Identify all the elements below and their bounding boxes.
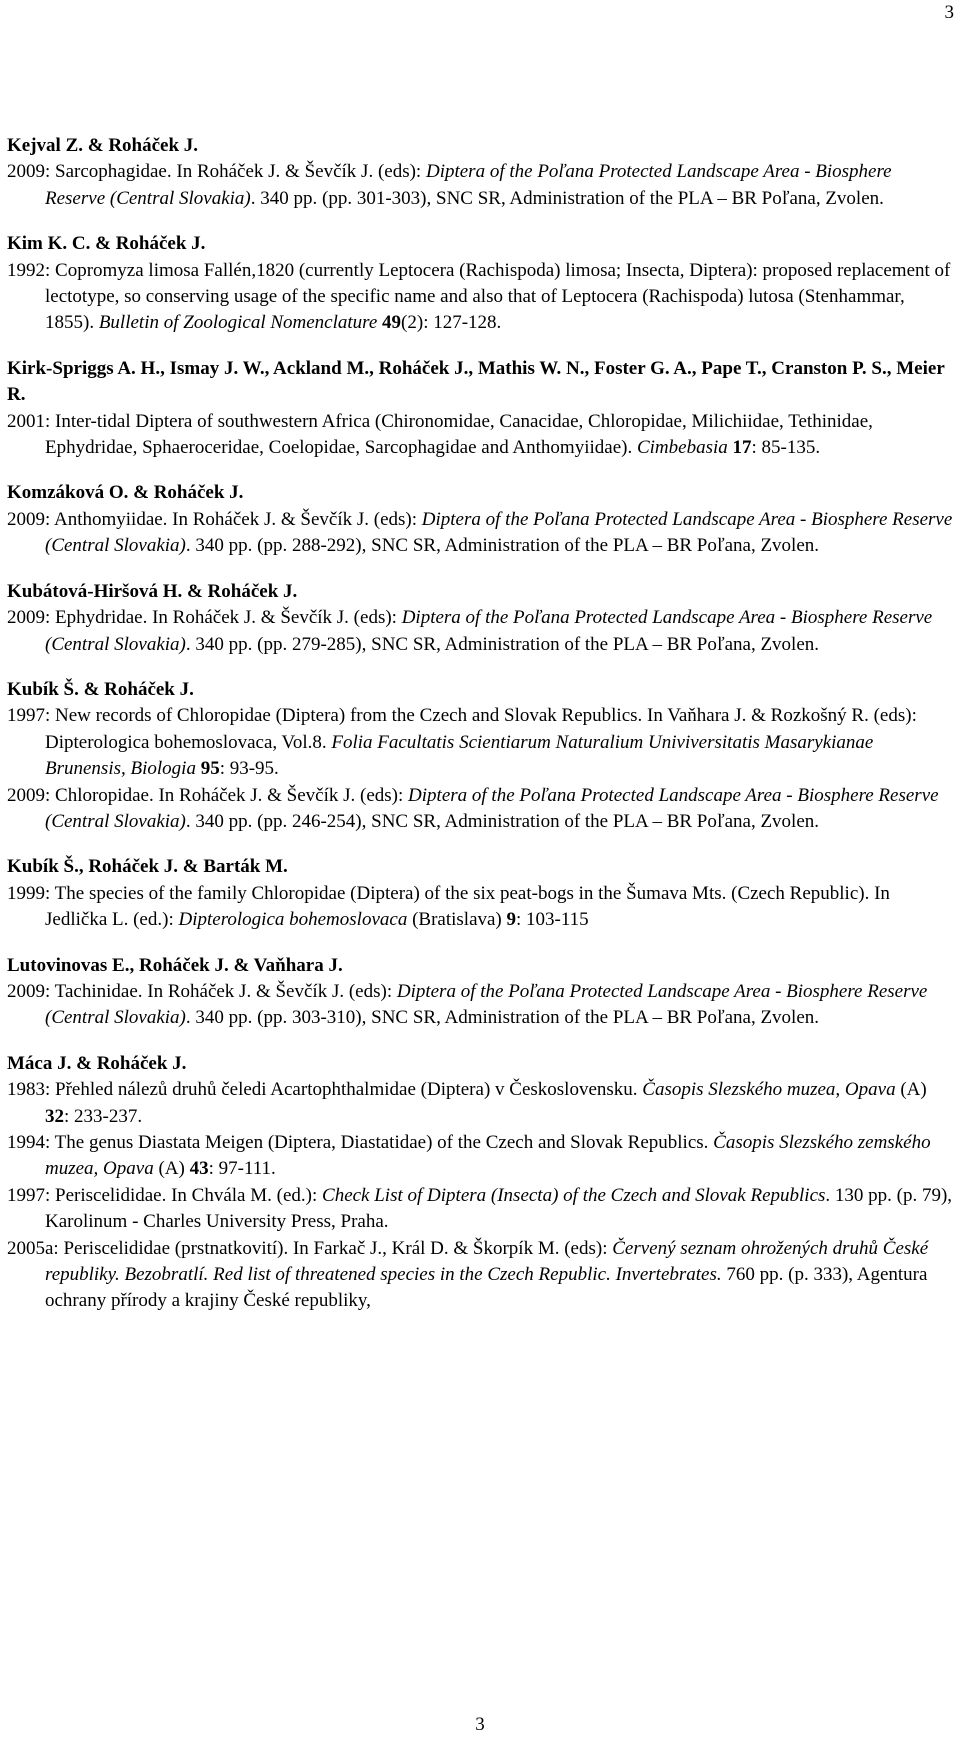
reference-citation (7, 159, 955, 212)
reference-entry (7, 854, 955, 933)
reference-citation (7, 507, 955, 560)
citation-text: 2001: Inter-tidal Diptera of southwestern Africa (Chironomidae, Canacidae, Chloropidae, Milichiidae, Tethinidae, Ephydridae, Sphaeroceridae, Coelopidae, Sarcophagidae and Anthomyiidae). (7, 410, 873, 459)
reference-entry (7, 579, 955, 658)
citation-text: (Bratislava) (407, 909, 507, 931)
entry-authors: Kubík Š. & Roháček J. (7, 678, 194, 700)
citation-text: (A) (895, 1079, 927, 1101)
entry-authors: Kubátová-Hiršová H. & Roháček J. (7, 580, 298, 602)
citation-text: : 103-115 (516, 909, 589, 931)
citation-text: 2009: Anthomyiidae. In Roháček J. & Ševčík J. (eds): (7, 508, 422, 530)
citation-text: (A) (153, 1158, 190, 1180)
citation-text: 2009: Sarcophagidae. In Roháček J. & Ševčík J. (eds): (7, 161, 426, 183)
citation-text: 1997: New records of Chloropidae (Diptera) from the Czech and Slovak Republics. In Vaňhara J. & Rozkošný R. (eds): Dipterologica bohemoslovaca, Vol.8. (7, 705, 917, 753)
reference-citation (7, 1077, 955, 1130)
citation-text: 2009: Tachinidae. In Roháček J. & Ševčík J. (eds): (7, 980, 397, 1002)
citation-text: 1983: Přehled nálezů druhů čeledi Acartophthalmidae (Diptera) v Československu. (7, 1079, 643, 1101)
page-number-bottom: 3 (475, 1714, 485, 1735)
citation-text: : 233-237. (64, 1105, 143, 1127)
reference-citation (7, 703, 955, 782)
reference-entry (7, 677, 955, 835)
entry-authors: Kirk-Spriggs A. H., Ismay J. W., Ackland M., Roháček J., Mathis W. N., Foster G. A., Pape T., Cranston P. S., Meier R. (7, 357, 945, 406)
reference-entry (7, 953, 955, 1032)
volume-number: 32 (45, 1105, 64, 1127)
publication-title: Diptera of the Poľana Protected Landscape Area - Biosphere Reserve (Central Slovakia) (45, 508, 953, 557)
volume-number: 17 (732, 437, 752, 459)
citation-text: 2005a: Periscelididae (prstnatkovití). In Farkač J., Král D. & Škorpík M. (eds): (7, 1237, 613, 1259)
volume-number: 9 (506, 909, 517, 931)
citation-text: . 340 pp. (pp. 279-285), SNC SR, Administration of the PLA – BR Poľana, Zvolen. (185, 633, 820, 655)
reference-citation (7, 409, 955, 462)
publication-title: Check List of Diptera (Insecta) of the Czech and Slovak Republics (322, 1184, 826, 1206)
volume-number: 49 (382, 312, 402, 334)
publication-title: Dipterologica bohemoslovaca (178, 909, 408, 931)
citation-text: . 130 pp. (p. 79), Karolinum - Charles University Press, Praha. (45, 1184, 953, 1233)
publication-title: Diptera of the Poľana Protected Landscape Area - Biosphere Reserve (Central Slovakia) (45, 607, 933, 655)
entry-authors: Kim K. C. & Roháček J. (7, 233, 206, 255)
publication-title: Časopis Slezského zemského muzea, Opava (45, 1132, 931, 1180)
entry-authors: Máca J. & Roháček J. (7, 1052, 187, 1074)
citation-text: 1999: The species of the family Chloropidae (Diptera) of the six peat-bogs in the Šumava Mts. (Czech Republic). In Jedlička L. (ed.): (7, 882, 890, 931)
reference-citation (7, 881, 955, 934)
reference-citation (7, 1183, 955, 1236)
reference-entry (7, 1051, 955, 1315)
publication-title: Cimbebasia (636, 437, 728, 459)
volume-number: 95 (200, 758, 220, 780)
reference-entry (7, 356, 955, 462)
publication-title: Diptera of the Poľana Protected Landscape Area - Biosphere Reserve (Central Slovakia) (45, 980, 928, 1029)
volume-number: 43 (189, 1158, 209, 1180)
reference-citation (7, 979, 955, 1032)
reference-citation (7, 258, 955, 337)
citation-text: . 340 pp. (pp. 301-303), SNC SR, Administration of the PLA – BR Poľana, Zvolen. (250, 187, 884, 209)
citation-text: 1992: Copromyza limosa Fallén,1820 (currently Leptocera (Rachispoda) limosa; Insecta, Diptera): proposed replacement of lectotype, so conserving usage of the specific name and also that of Leptocera (Rachispoda) lutosa (Stenhammar, 1855). (7, 259, 951, 334)
publication-title: Diptera of the Poľana Protected Landscape Area - Biosphere Reserve (Central Slovakia) (45, 161, 892, 209)
reference-list (7, 133, 955, 1334)
reference-citation (7, 1130, 955, 1183)
reference-citation (7, 783, 955, 836)
entry-authors: Lutovinovas E., Roháček J. & Vaňhara J. (7, 954, 343, 976)
reference-entry (7, 231, 955, 337)
citation-text: 1997: Periscelididae. In Chvála M. (ed.): (7, 1184, 323, 1206)
publication-title: Červený seznam ohrožených druhů České republiky. Bezobratlí. Red list of threatened species in the Czech Republic. Invertebrates. (45, 1237, 929, 1286)
entry-authors: Komzáková O. & Roháček J. (7, 482, 244, 504)
reference-citation (7, 1236, 955, 1315)
citation-text: : 85-135. (751, 437, 821, 459)
reference-entry (7, 133, 955, 212)
entry-authors: Kejval Z. & Roháček J. (7, 135, 199, 156)
citation-text: 760 pp. (p. 333), Agentura ochrany přírody a krajiny České republiky, (45, 1264, 928, 1312)
publication-title: Časopis Slezského muzea, Opava (642, 1079, 896, 1101)
publication-title: Bulletin of Zoological Nomenclature (98, 312, 378, 334)
citation-text: : 97-111. (208, 1158, 276, 1180)
citation-text: 2009: Ephydridae. In Roháček J. & Ševčík J. (eds): (7, 607, 402, 629)
entry-authors: Kubík Š., Roháček J. & Barták M. (7, 856, 288, 878)
citation-text: 1994: The genus Diastata Meigen (Diptera, Diastatidae) of the Czech and Slovak Republics. (7, 1132, 714, 1153)
reference-citation (7, 605, 955, 658)
citation-text: 2009: Chloropidae. In Roháček J. & Ševčík J. (eds): (7, 784, 409, 806)
publication-title: Folia Facultatis Scientiarum Naturalium Univiversitatis Masarykianae Brunensis, Biologia (45, 731, 874, 780)
page-number-top: 3 (944, 2, 954, 23)
citation-text: . 340 pp. (pp. 246-254), SNC SR, Administration of the PLA – BR Poľana, Zvolen. (185, 810, 820, 832)
reference-entry (7, 480, 955, 559)
publication-title: Diptera of the Poľana Protected Landscape Area - Biosphere Reserve (Central Slovakia) (45, 784, 939, 832)
citation-text: : 93-95. (219, 758, 279, 780)
citation-text: . 340 pp. (pp. 303-310), SNC SR, Administration of the PLA – BR Poľana, Zvolen. (185, 1007, 820, 1029)
citation-text: (2): 127-128. (401, 312, 502, 334)
citation-text: . 340 pp. (pp. 288-292), SNC SR, Administration of the PLA – BR Poľana, Zvolen. (185, 535, 820, 557)
